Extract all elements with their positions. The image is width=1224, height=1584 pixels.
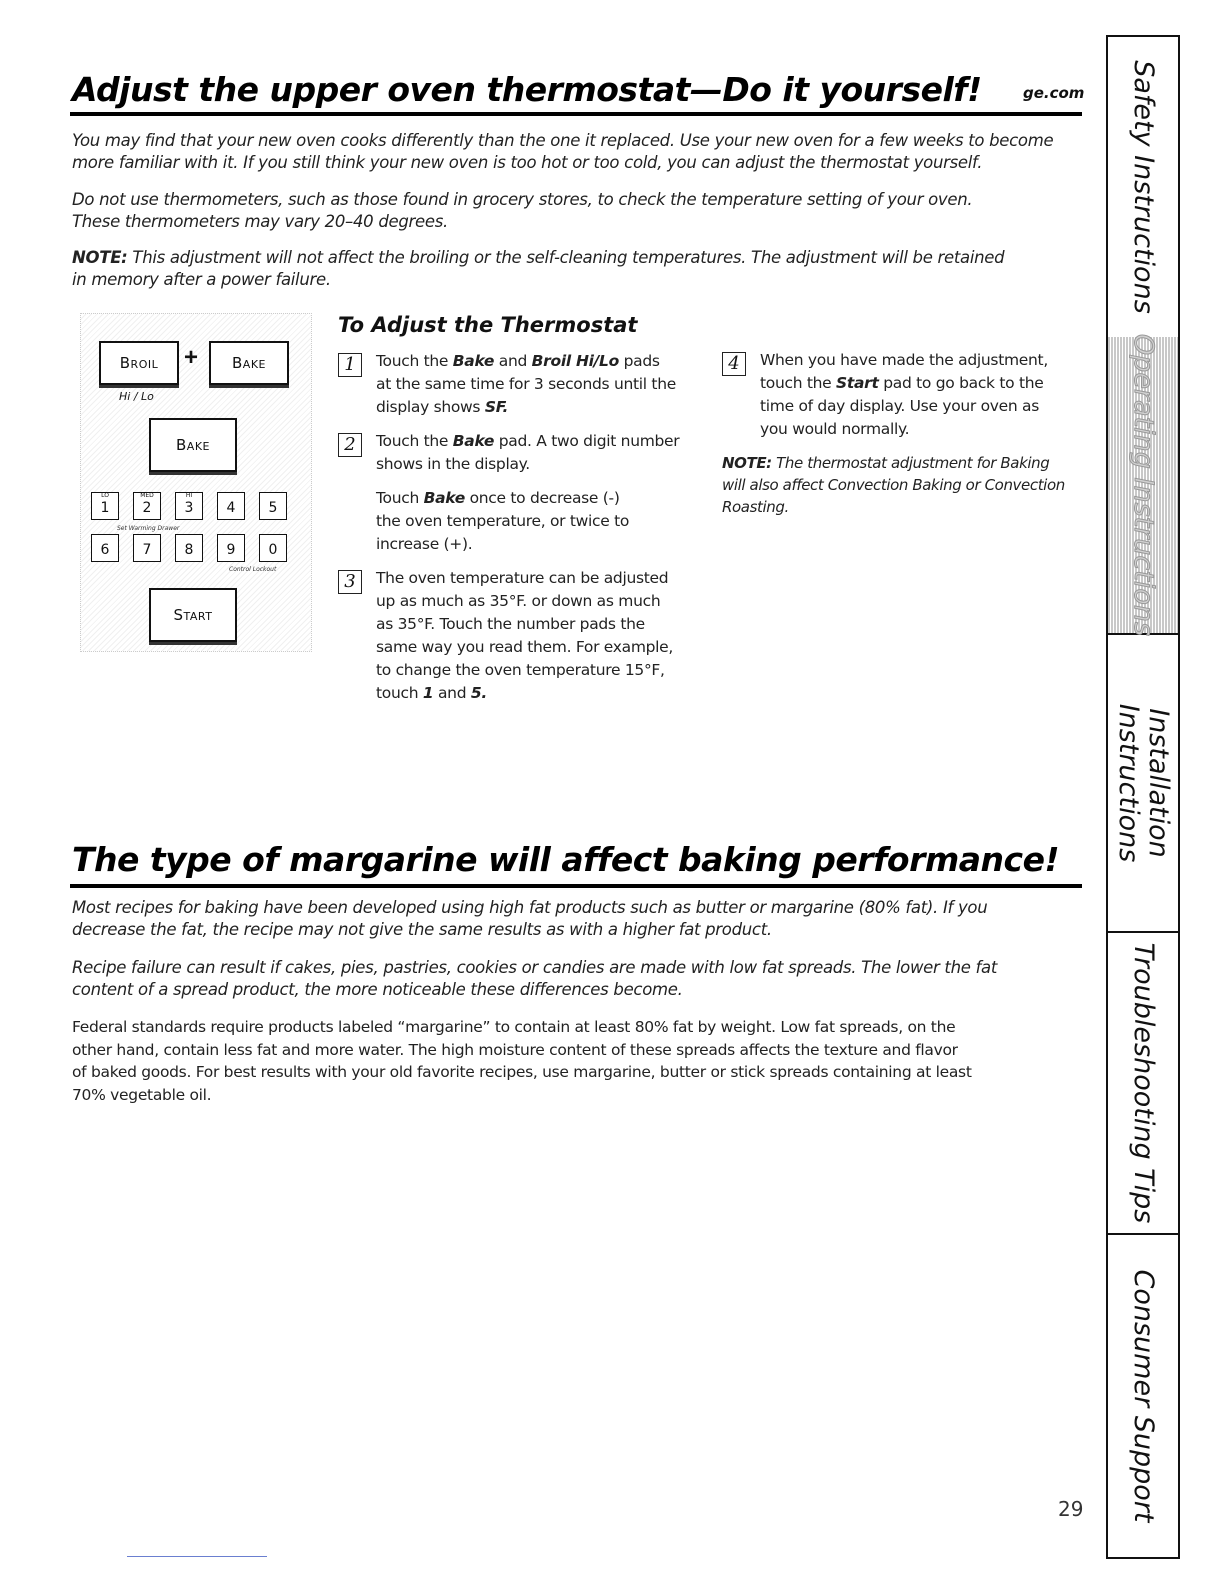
convection-note-line-3: Roasting. — [722, 498, 789, 516]
tab-troubleshooting-tips[interactable] — [1108, 933, 1178, 1235]
intro-paragraph — [72, 130, 1102, 174]
step-4 — [722, 349, 1092, 445]
margarine-p2-line-2: content of a spread product, the more noticeable these differences become. — [72, 980, 683, 999]
key-1-sub: LO — [101, 492, 109, 499]
step-4-line-1: When you have made the adjustment, — [760, 351, 1048, 369]
bake-key — [149, 418, 237, 472]
step-2-continued — [376, 487, 716, 556]
number-key-0 — [259, 534, 287, 562]
footer-line — [127, 1556, 267, 1557]
adjust-subtitle: To Adjust the Thermostat — [338, 313, 638, 337]
step-3-five: 5. — [470, 684, 487, 702]
tab-installation-line-2: Instructions — [1113, 703, 1144, 863]
key-8-label: 8 — [184, 542, 194, 558]
step-2-bake: Bake — [452, 432, 495, 450]
note-paragraph — [72, 247, 1102, 291]
step-1-text — [376, 350, 676, 419]
step-2-a: Touch the — [376, 432, 453, 450]
tab-installation-instructions[interactable] — [1108, 635, 1178, 933]
convection-note-line-1: The thermostat adjustment for Baking — [771, 454, 1050, 472]
site-url: ge.com — [1023, 84, 1085, 102]
key-3-sub: HI — [185, 492, 193, 499]
key-2-label: 2 — [142, 500, 152, 516]
key-2-sub: MED — [140, 492, 154, 499]
step-3-one: 1 — [422, 684, 434, 702]
margarine-p1-line-1: Most recipes for baking have been developed using high fat products such as butter or margarine (80% fat). If you — [72, 898, 988, 917]
tab-operating-label: Operating Instructions — [1128, 333, 1159, 637]
step-2b-line-2: the oven temperature, or twice to — [376, 512, 630, 530]
intro-line-2: more familiar with it. If you still think your new oven is too hot or too cold, you can adjust the thermostat yourself. — [72, 153, 983, 172]
margarine-p1-line-2: decrease the fat, the recipe may not give the same results as with a higher fat product. — [72, 920, 772, 939]
number-key-6 — [91, 534, 119, 562]
bake-key-top-label: Bake — [232, 354, 266, 372]
step-4-number: 4 — [722, 352, 746, 376]
step-4-text — [760, 349, 1048, 441]
start-key-label: Start — [173, 606, 213, 624]
step-3-line-4: same way you read them. For example, — [376, 638, 674, 656]
step-1-sf: SF. — [484, 398, 509, 416]
step-2b-a: Touch — [376, 489, 424, 507]
note-line-1: This adjustment will not affect the broiling or the self-cleaning temperatures. The adjustment will be retained — [127, 248, 1005, 267]
control-lockout-label: Control Lockout — [229, 566, 277, 573]
convection-note — [722, 452, 1102, 518]
step-2-text — [376, 430, 679, 476]
page-title: Adjust the upper oven thermostat—Do it yourself! — [72, 70, 982, 109]
step-1-a: Touch the — [376, 352, 453, 370]
tab-safety-label: Safety Instructions — [1128, 60, 1159, 314]
step-3-line-3: as 35°F. Touch the number pads the — [376, 615, 645, 633]
tab-installation-line-1: Installation — [1143, 708, 1174, 858]
key-9-label: 9 — [226, 542, 236, 558]
margarine-paragraph-3 — [72, 1016, 1102, 1106]
title-rule — [70, 112, 1082, 116]
step-2-c: pad. A two digit number — [494, 432, 680, 450]
margarine-title: The type of margarine will affect baking performance! — [72, 840, 1060, 879]
tab-troubleshooting-label: Troubleshooting Tips — [1128, 942, 1159, 1224]
thermometer-line-1: Do not use thermometers, such as those found in grocery stores, to check the temperature setting of your oven. — [72, 190, 973, 209]
thermometer-line-2: These thermometers may vary 20–40 degrees. — [72, 212, 448, 231]
broil-key — [99, 341, 179, 385]
key-5-label: 5 — [268, 500, 278, 516]
convection-note-label: NOTE: — [722, 454, 772, 472]
key-6-label: 6 — [100, 542, 110, 558]
plus-symbol: + — [184, 344, 199, 371]
step-4-start: Start — [836, 374, 879, 392]
step-4-line-4: you would normally. — [760, 420, 910, 438]
key-7-label: 7 — [142, 542, 152, 558]
key-1-label: 1 — [100, 500, 110, 516]
step-2b-line-3: increase (+). — [376, 535, 473, 553]
number-key-4 — [217, 492, 245, 520]
step-4-line-3: time of day display. Use your oven as — [760, 397, 1040, 415]
thermometer-paragraph — [72, 189, 1102, 233]
step-1-broil: Broil Hi/Lo — [531, 352, 619, 370]
number-key-7 — [133, 534, 161, 562]
number-key-1 — [91, 492, 119, 520]
set-warming-drawer-label: Set Warming Drawer — [117, 525, 180, 532]
note-line-2: in memory after a power failure. — [72, 270, 331, 289]
convection-note-line-2: will also affect Convection Baking or Convection — [722, 476, 1065, 494]
step-3-line-1: The oven temperature can be adjusted — [376, 569, 669, 587]
tab-safety-instructions[interactable] — [1108, 35, 1178, 339]
step-3-line-5: to change the oven temperature 15°F, — [376, 661, 665, 679]
step-1-bake: Bake — [452, 352, 495, 370]
section-tabs — [1106, 35, 1180, 1559]
step-2 — [338, 430, 718, 478]
step-1 — [338, 350, 718, 422]
broil-key-label: Broil — [119, 354, 159, 372]
key-4-label: 4 — [226, 500, 236, 516]
tab-operating-instructions[interactable] — [1108, 333, 1178, 637]
key-0-label: 0 — [268, 542, 278, 558]
step-1-line-3a: display shows — [376, 398, 485, 416]
step-2-line-2: shows in the display. — [376, 455, 530, 473]
hilo-label: Hi / Lo — [119, 390, 154, 403]
margarine-paragraph-1 — [72, 897, 1102, 941]
step-1-c: and — [494, 352, 532, 370]
number-key-3 — [175, 492, 203, 520]
step-3-text — [376, 567, 673, 705]
tab-consumer-support[interactable] — [1108, 1235, 1178, 1559]
page-number: 29 — [1058, 1497, 1084, 1521]
step-2b-c: once to decrease (-) — [464, 489, 620, 507]
step-3-line-6a: touch — [376, 684, 423, 702]
note-label: NOTE: — [72, 248, 128, 267]
margarine-rule — [70, 884, 1082, 888]
margarine-p3-line-1: Federal standards require products labeled “margarine” to contain at least 80% fat by weight. Low fat spreads, on the — [72, 1018, 956, 1036]
step-1-line-2: at the same time for 3 seconds until the — [376, 375, 676, 393]
margarine-paragraph-2 — [72, 957, 1102, 1001]
step-2-number: 2 — [338, 433, 362, 457]
step-3-number: 3 — [338, 570, 362, 594]
margarine-p3-line-3: of baked goods. For best results with your old favorite recipes, use margarine, butter or stick spreads containing at least — [72, 1063, 972, 1081]
step-2b-bake: Bake — [423, 489, 465, 507]
step-3-line-6c: and — [433, 684, 471, 702]
intro-line-1: You may find that your new oven cooks differently than the one it replaced. Use your new oven for a few weeks to become — [72, 131, 1054, 150]
step-1-number: 1 — [338, 353, 362, 377]
step-4-line-2c: pad to go back to the — [878, 374, 1044, 392]
step-4-line-2a: touch the — [760, 374, 837, 392]
margarine-p2-line-1: Recipe failure can result if cakes, pies, pastries, cookies or candies are made with low fat spreads. The lower the fat — [72, 958, 998, 977]
bake-key-top — [209, 341, 289, 385]
tab-installation-label — [1113, 704, 1173, 863]
margarine-p3-line-4: 70% vegetable oil. — [72, 1085, 212, 1104]
margarine-p3-line-2: other hand, contain less fat and more water. The high moisture content of these spreads affects the texture and flavor — [72, 1040, 958, 1059]
number-key-2 — [133, 492, 161, 520]
number-key-5 — [259, 492, 287, 520]
step-3-line-2: up as much as 35°F. or down as much — [376, 592, 661, 610]
key-3-label: 3 — [184, 500, 194, 516]
bake-key-label: Bake — [176, 436, 210, 454]
step-3 — [338, 567, 718, 707]
step-1-e: pads — [618, 352, 660, 370]
tab-consumer-label: Consumer Support — [1128, 1269, 1159, 1523]
start-key — [149, 588, 237, 642]
control-panel-illustration — [80, 313, 312, 652]
number-key-8 — [175, 534, 203, 562]
number-key-9 — [217, 534, 245, 562]
